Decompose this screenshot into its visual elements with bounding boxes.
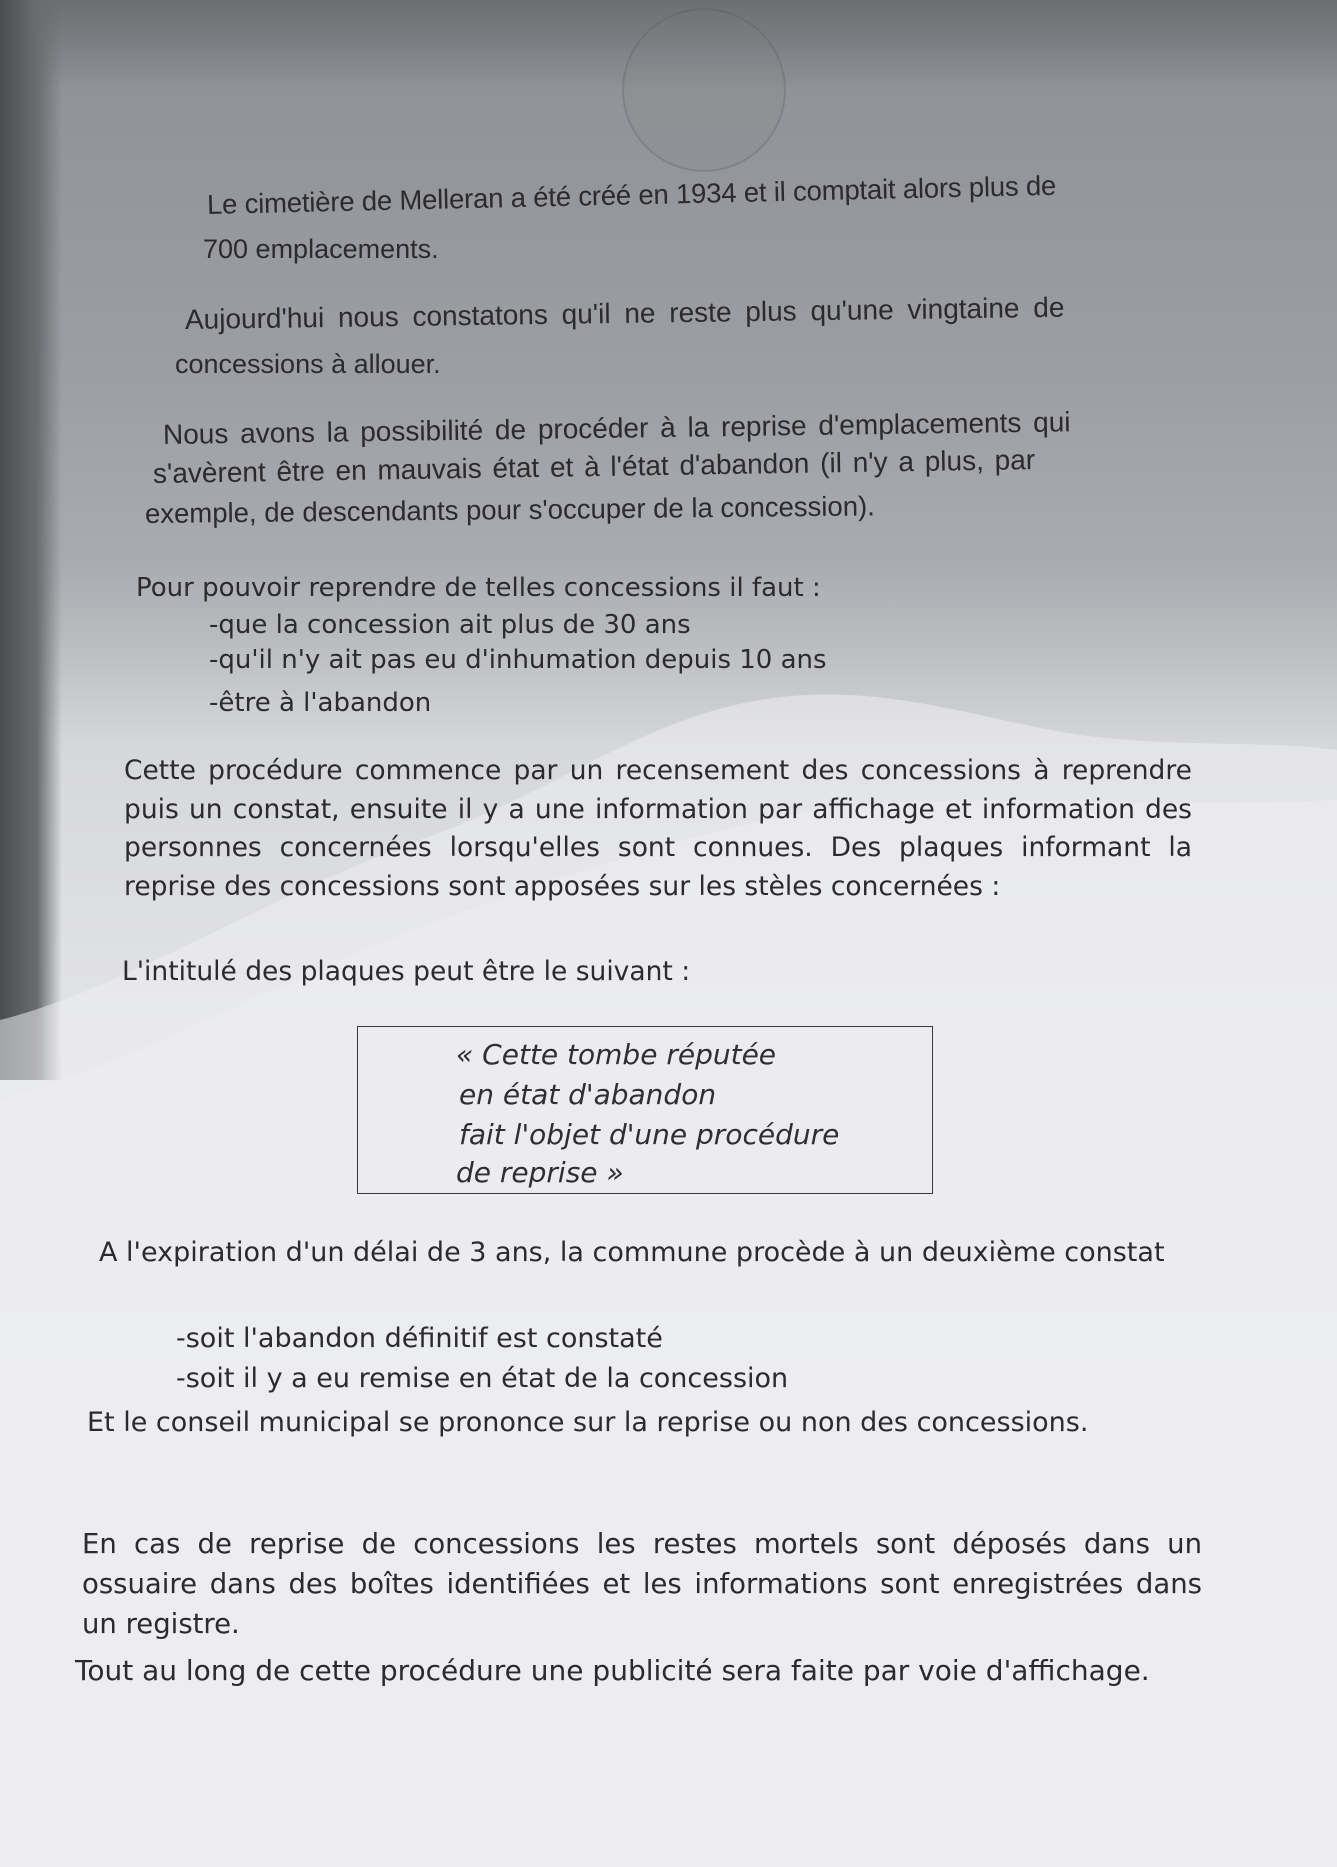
- possibility-line-3: exemple, de descendants pour s'occuper de la concession).: [144, 490, 875, 529]
- intro-line-2: 700 emplacements.: [203, 234, 439, 264]
- council-paragraph: Et le conseil municipal se prononce sur la reprise ou non des concessions.: [87, 1407, 1089, 1438]
- quote-line-2: en état d'abandon: [459, 1078, 717, 1111]
- intro-line-1: Le cimetière de Melleran a été créé en 1934 et il comptait alors plus de: [206, 169, 1057, 220]
- quote-line-3: fait l'objet d'une procédure: [459, 1118, 840, 1151]
- possibility-line-1: Nous avons la possibilité de procéder à la reprise d'emplacements qui: [162, 406, 1071, 450]
- quote-line-1: « Cette tombe réputée: [456, 1038, 777, 1071]
- expiration-paragraph: A l'expiration d'un délai de 3 ans, la commune procède à un deuxième constat: [99, 1237, 1165, 1268]
- remains-paragraph: En cas de reprise de concessions les restes mortels sont déposés dans un ossuaire dans des boîtes identifiées et les informations sont enregistrées dans un registre.: [82, 1528, 1202, 1640]
- conditions-lead: Pour pouvoir reprendre de telles concessions il faut :: [136, 573, 821, 603]
- possibility-line-2: s'avèrent être en mauvais état et à l'état d'abandon (il n'y a plus, par: [152, 444, 1036, 489]
- condition-item-2: -qu'il n'y ait pas eu d'inhumation depuis 10 ans: [209, 645, 827, 675]
- plaque-intro: L'intitulé des plaques peut être le suivant :: [122, 956, 691, 987]
- publicity-paragraph: Tout au long de cette procédure une publicité sera faite par voie d'affichage.: [75, 1654, 1150, 1687]
- expiration-item-2: -soit il y a eu remise en état de la concession: [176, 1363, 789, 1394]
- quote-line-4: de reprise »: [456, 1156, 624, 1189]
- plaque-quote-box: [357, 1026, 933, 1194]
- today-line-2: concessions à allouer.: [175, 349, 441, 379]
- condition-item-1: -que la concession ait plus de 30 ans: [209, 610, 691, 640]
- expiration-item-1: -soit l'abandon définitif est constaté: [176, 1323, 663, 1354]
- procedure-paragraph: Cette procédure commence par un recensement des concessions à reprendre puis un constat, ensuite il y a une information par affichage et information des personnes concernées lorsqu'elles sont connues. Des plaques informant la reprise des concessions sont apposées sur les stèles concernées :: [124, 755, 1192, 902]
- condition-item-3: -être à l'abandon: [209, 688, 432, 718]
- today-line-1: Aujourd'hui nous constatons qu'il ne reste plus qu'une vingtaine de: [184, 291, 1065, 335]
